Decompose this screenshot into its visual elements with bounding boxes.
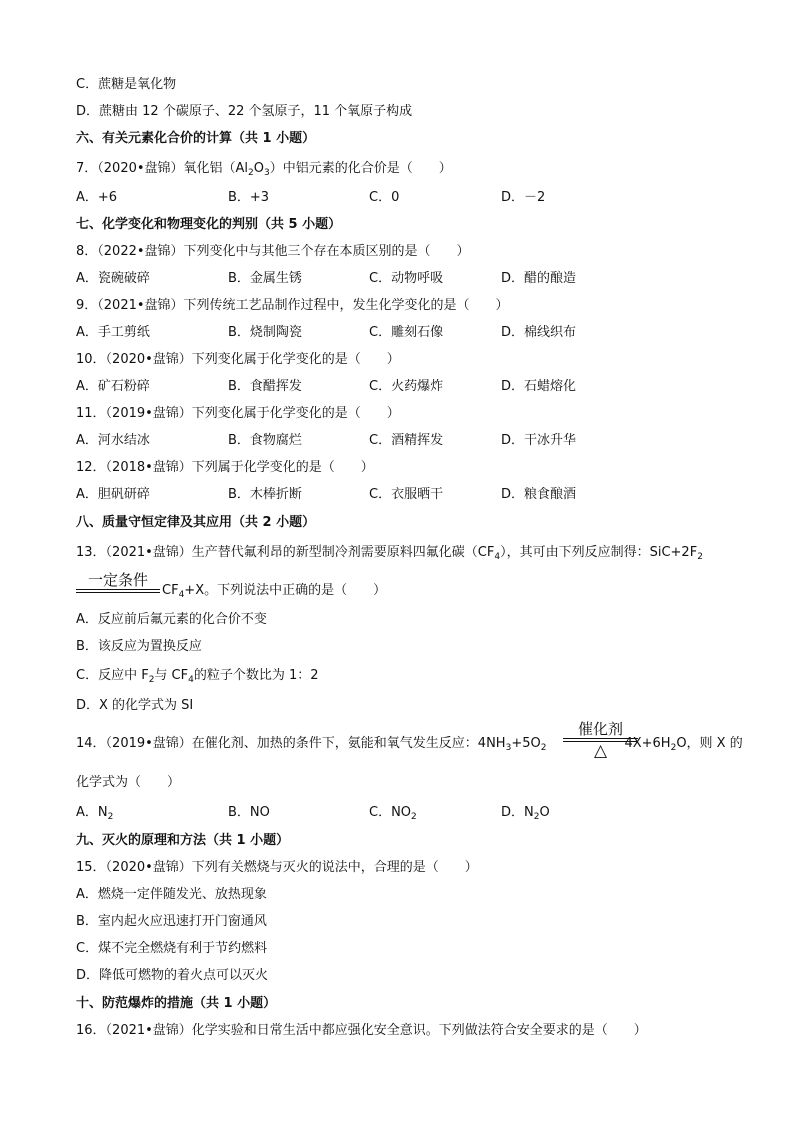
- q13-option-b: B．该反应为置换反应: [76, 639, 202, 654]
- q15-option-a: A．燃烧一定伴随发光、放热现象: [76, 887, 267, 902]
- q10-option-a: A．矿石粉碎: [76, 379, 150, 394]
- q11-option-d: D．干冰升华: [501, 433, 577, 448]
- q15-option-b: B．室内起火应迅速打开门窗通风: [76, 914, 267, 929]
- q11-stem: 11．（2019•盘锦）下列变化属于化学变化的是（ ）: [76, 406, 400, 421]
- q14-condition-top: 催化剂: [577, 720, 623, 738]
- q10-option-c: C．火药爆炸: [369, 379, 444, 394]
- q13-equals-sign: [76, 589, 160, 593]
- q9-option-d: D．棉线织布: [501, 325, 577, 340]
- q14-option-a: A．$N_2$: [76, 805, 114, 822]
- q7-option-c: C．0: [369, 190, 400, 205]
- q13-condition-text: 一定条件: [87, 571, 148, 589]
- q14-option-c: C．$NO_2$: [369, 805, 417, 822]
- q7-stem: 7．（2020•盘锦）氧化铝$(Al_2O_3)$中铝元素的化合价是（ ）: [76, 161, 452, 178]
- q7-option-d: D．－2: [501, 190, 546, 205]
- q14-option-d: D．$N_2O$: [501, 805, 550, 822]
- q13-stem-line2: $CF_4+X$。下列说法中正确的是（ ）: [162, 583, 387, 600]
- q12-stem: 12．（2018•盘锦）下列属于化学变化的是（ ）: [76, 460, 374, 475]
- q11-option-c: C．酒精挥发: [369, 433, 444, 448]
- q12-option-a: A．胆矾研碎: [76, 487, 150, 502]
- q9-stem: 9．（2021•盘锦）下列传统工艺品制作过程中，发生化学变化的是（ ）: [76, 298, 509, 313]
- q10-stem: 10．（2020•盘锦）下列变化属于化学变化的是（ ）: [76, 352, 400, 367]
- q12-option-c: C．衣服晒干: [369, 487, 444, 502]
- section-heading-9: 九、灭火的原理和方法（共 1 小题）: [76, 833, 290, 848]
- q9-option-a: A．手工剪纸: [76, 325, 150, 340]
- q11-option-a: A．河水结冰: [76, 433, 150, 448]
- q8-option-d: D．醋的酿造: [501, 271, 577, 286]
- q6-option-d: D．蔗糖由 12 个碳原子、22 个氢原子，11 个氧原子构成: [76, 104, 413, 119]
- q12-option-d: D．粮食酿酒: [501, 487, 577, 502]
- q8-option-b: B．金属生锈: [228, 271, 302, 286]
- q13-option-d: D．X 的化学式为 SI: [76, 698, 194, 713]
- q6-option-c: C．蔗糖是氧化物: [76, 77, 177, 92]
- q14-stem: 14．（2019•盘锦）在催化剂、加热的条件下，氨能和氧气发生反应：$4NH_3+5O_2$ $4X+6H_2O$，则 X 的: [76, 736, 743, 753]
- q11-option-b: B．食物腐烂: [228, 433, 302, 448]
- q9-option-b: B．烧制陶瓷: [228, 325, 302, 340]
- section-heading-8: 八、质量守恒定律及其应用（共 2 小题）: [76, 515, 316, 530]
- q13-reaction-condition: [76, 571, 160, 593]
- q8-option-a: A．瓷碗破碎: [76, 271, 150, 286]
- q10-option-d: D．石蜡熔化: [501, 379, 577, 394]
- q8-stem: 8．（2022•盘锦）下列变化中与其他三个存在本质区别的是（ ）: [76, 244, 470, 259]
- section-heading-6: 六、有关元素化合价的计算（共 1 小题）: [76, 131, 316, 146]
- q16-stem: 16．（2021•盘锦）化学实验和日常生活中都应强化安全意识。下列做法符合安全要求的是（ ）: [76, 1023, 647, 1038]
- q9-option-c: C．雕刻石像: [369, 325, 444, 340]
- q14-option-b: B．NO: [228, 805, 270, 820]
- section-heading-7: 七、化学变化和物理变化的判别（共 5 小题）: [76, 217, 342, 232]
- q7-option-b: B．+3: [228, 190, 270, 205]
- q14-stem-line2: 化学式为（ ）: [76, 775, 181, 790]
- q15-option-d: D．降低可燃物的着火点可以灭火: [76, 968, 269, 983]
- q12-option-b: B．木棒折断: [228, 487, 302, 502]
- q14-reaction-condition: [563, 720, 638, 760]
- q15-stem: 15．（2020•盘锦）下列有关燃烧与灭火的说法中，合理的是（ ）: [76, 860, 478, 875]
- q14-condition-bottom: △: [593, 741, 608, 761]
- section-heading-10: 十、防范爆炸的措施（共 1 小题）: [76, 996, 277, 1011]
- q13-stem: 13．（2021•盘锦）生产替代氟利昂的新型制冷剂需要原料四氟化碳$(CF_4)$，其可由下列反应制得：$SiC+2F_2$: [76, 545, 703, 562]
- q15-option-c: C．煤不完全燃烧有利于节约燃料: [76, 941, 268, 956]
- q10-option-b: B．食醋挥发: [228, 379, 302, 394]
- q8-option-c: C．动物呼吸: [369, 271, 444, 286]
- q7-option-a: A．+6: [76, 190, 118, 205]
- q13-option-a: A．反应前后氟元素的化合价不变: [76, 612, 267, 627]
- q13-option-c: C．反应中 $F_2$与 $CF_4$的粒子个数比为 1：2: [76, 668, 319, 685]
